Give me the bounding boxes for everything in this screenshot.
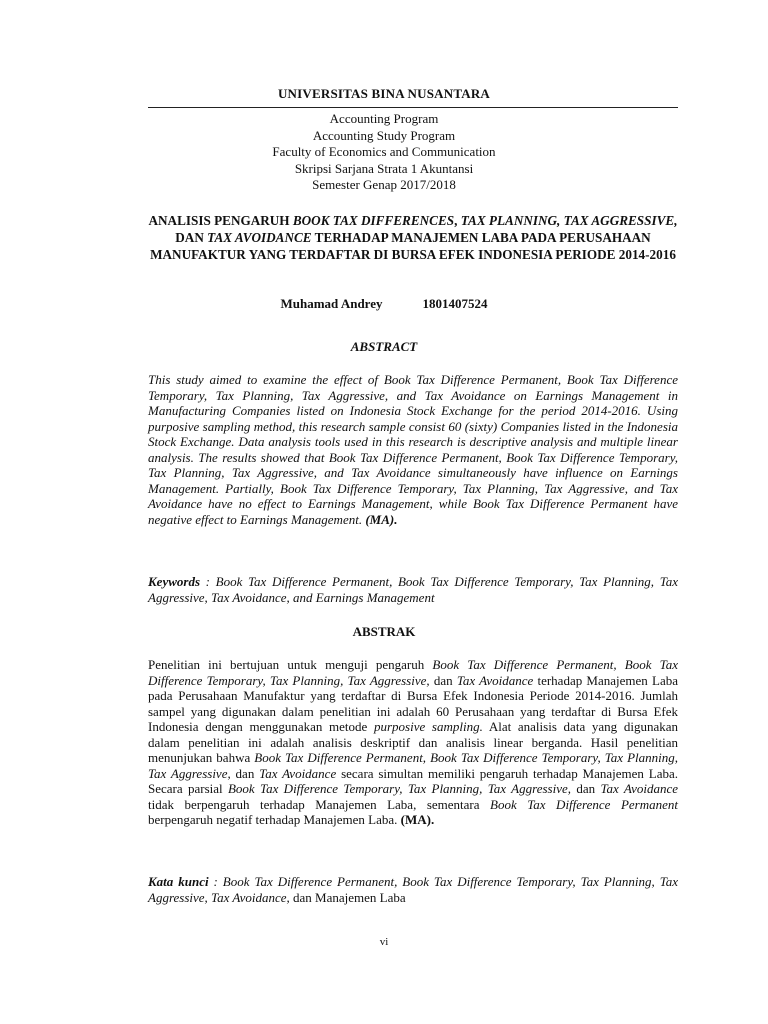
abstract-keywords bbox=[148, 574, 678, 605]
abstrak-text: terhadap Manajemen Laba pada Perusahaan Manufaktur yang terdaftar di Bursa Efek Indonesia Periode 2014-2016. Jumlah sampel yang digunakan dalam penelitian ini adalah 60 Perusahaan yang terdaftar di Bursa Efek Indonesia dengan menggunakan metode bbox=[148, 672, 678, 734]
abstrak-text: dan bbox=[230, 765, 260, 781]
title-part-italic: TAX PLANNING, TAX AGGRESSIVE, bbox=[460, 213, 678, 228]
abstrak-text: dan bbox=[570, 781, 601, 796]
title-part-italic: BOOK TAX DIFFERENCES bbox=[292, 213, 455, 228]
abstrak-text: Alat analisis data yang digunakan dalam penelitian ini adalah analisis deskriptif dan analisis linear berganda. Hasil penelitian menunjukan bahwa bbox=[148, 719, 678, 765]
abstrak-text-italic: Tax Avoidance bbox=[259, 765, 337, 781]
keywords-label: Keywords bbox=[148, 574, 200, 589]
kata-kunci-text: : Book Tax Difference Permanent, Book Tax Difference Temporary, Tax Planning, Tax Aggressive, Tax Avoidance, bbox=[148, 874, 679, 905]
abstract-body bbox=[148, 372, 678, 527]
abstrak-text: tidak berpengaruh terhadap Manajemen Laba, sementara bbox=[148, 796, 491, 812]
abstrak-text-italic: Book Tax Difference Permanent, Book Tax Difference Temporary, Tax Planning, Tax Aggressive, bbox=[148, 750, 678, 781]
degree-line: Skripsi Sarjana Strata 1 Akuntansi bbox=[294, 160, 474, 176]
abstrak-body bbox=[148, 657, 678, 828]
thesis-title bbox=[148, 212, 678, 263]
university-name: UNIVERSITAS BINA NUSANTARA bbox=[277, 86, 491, 101]
title-part: DAN bbox=[175, 230, 208, 245]
title-part-italic: TAX AVOIDANCE bbox=[207, 230, 312, 245]
title-part: , bbox=[454, 213, 461, 228]
semester-line: Semester Genap 2017/2018 bbox=[312, 177, 456, 193]
study-program-line: Accounting Study Program bbox=[312, 127, 456, 143]
abstrak-text-italic: Book Tax Difference Temporary, Tax Planning, Tax Aggressive, bbox=[227, 781, 571, 796]
abstract-heading: ABSTRACT bbox=[350, 339, 418, 354]
author-name: Muhamad Andrey bbox=[280, 296, 383, 311]
abstrak-text-italic: Tax Avoidance bbox=[456, 672, 534, 688]
title-part: TERHADAP MANAJEMEN LABA PADA PERUSAHAAN MANUFAKTUR YANG TERDAFTAR DI BURSA EFEK INDONESIA PERIODE 2014-2016 bbox=[150, 230, 676, 262]
abstrak-text-italic: Tax Avoidance bbox=[600, 781, 678, 796]
abstrak-text-italic: Book Tax Difference Permanent bbox=[490, 796, 678, 812]
abstrak-text-italic: purposive sampling. bbox=[373, 719, 483, 734]
kata-kunci-label: Kata kunci bbox=[148, 874, 209, 889]
abstrak-text-italic: Book Tax Difference Permanent, Book Tax Difference Temporary, Tax Planning, Tax Aggressive, bbox=[148, 657, 678, 688]
abstract-code: (MA). bbox=[365, 511, 398, 527]
kata-kunci-text-tail: dan Manajemen Laba bbox=[289, 889, 406, 905]
program-info bbox=[0, 111, 768, 194]
page-number: vi bbox=[379, 936, 389, 948]
program-line: Accounting Program bbox=[329, 111, 439, 126]
header-divider bbox=[148, 107, 678, 108]
abstrak-heading: ABSTRAK bbox=[352, 624, 416, 639]
abstract-text: This study aimed to examine the effect of Book Tax Difference Permanent, Book Tax Difference Temporary, Tax Planning, Tax Aggressive, and Tax Avoidance on Earnings Management in Manufacturing Companies listed on Indonesia Stock Exchange for the period 2014-2016. Using purposive sampling method, this research sample consist 60 (sixty) Companies listed in the Indonesia Stock Exchange. Data analysis tools used in this research is descriptive analysis and multiple linear analysis. The results showed that Book Tax Difference Permanent, Book Tax Difference Temporary, Tax Planning, Tax Aggressive, and Tax Avoidance simultaneously have influence on Earnings Management. Partially, Book Tax Difference Temporary, Tax Planning, Tax Aggressive, and Tax Avoidance have no effect to Earnings Management, while Book Tax Difference Permanent have negative effect to Earnings Management. bbox=[148, 372, 678, 527]
faculty-line: Faculty of Economics and Communication bbox=[272, 144, 496, 160]
abstrak-text: dan bbox=[429, 672, 457, 688]
author-line bbox=[0, 296, 768, 312]
title-part: ANALISIS PENGARUH bbox=[148, 213, 293, 228]
abstrak-text: Penelitian ini bertujuan untuk menguji pengaruh bbox=[148, 657, 433, 672]
keywords-text: : Book Tax Difference Permanent, Book Tax Difference Temporary, Tax Planning, Tax Aggressive, Tax Avoidance, and Earnings Management bbox=[148, 574, 678, 605]
abstrak-code: (MA). bbox=[400, 812, 435, 827]
abstrak-text: secara simultan memiliki pengaruh terhadap Manajemen Laba. Secara parsial bbox=[148, 765, 678, 796]
student-id: 1801407524 bbox=[422, 296, 488, 311]
abstrak-text: berpengaruh negatif terhadap Manajemen Laba. bbox=[148, 812, 401, 827]
abstrak-keywords bbox=[148, 874, 678, 905]
